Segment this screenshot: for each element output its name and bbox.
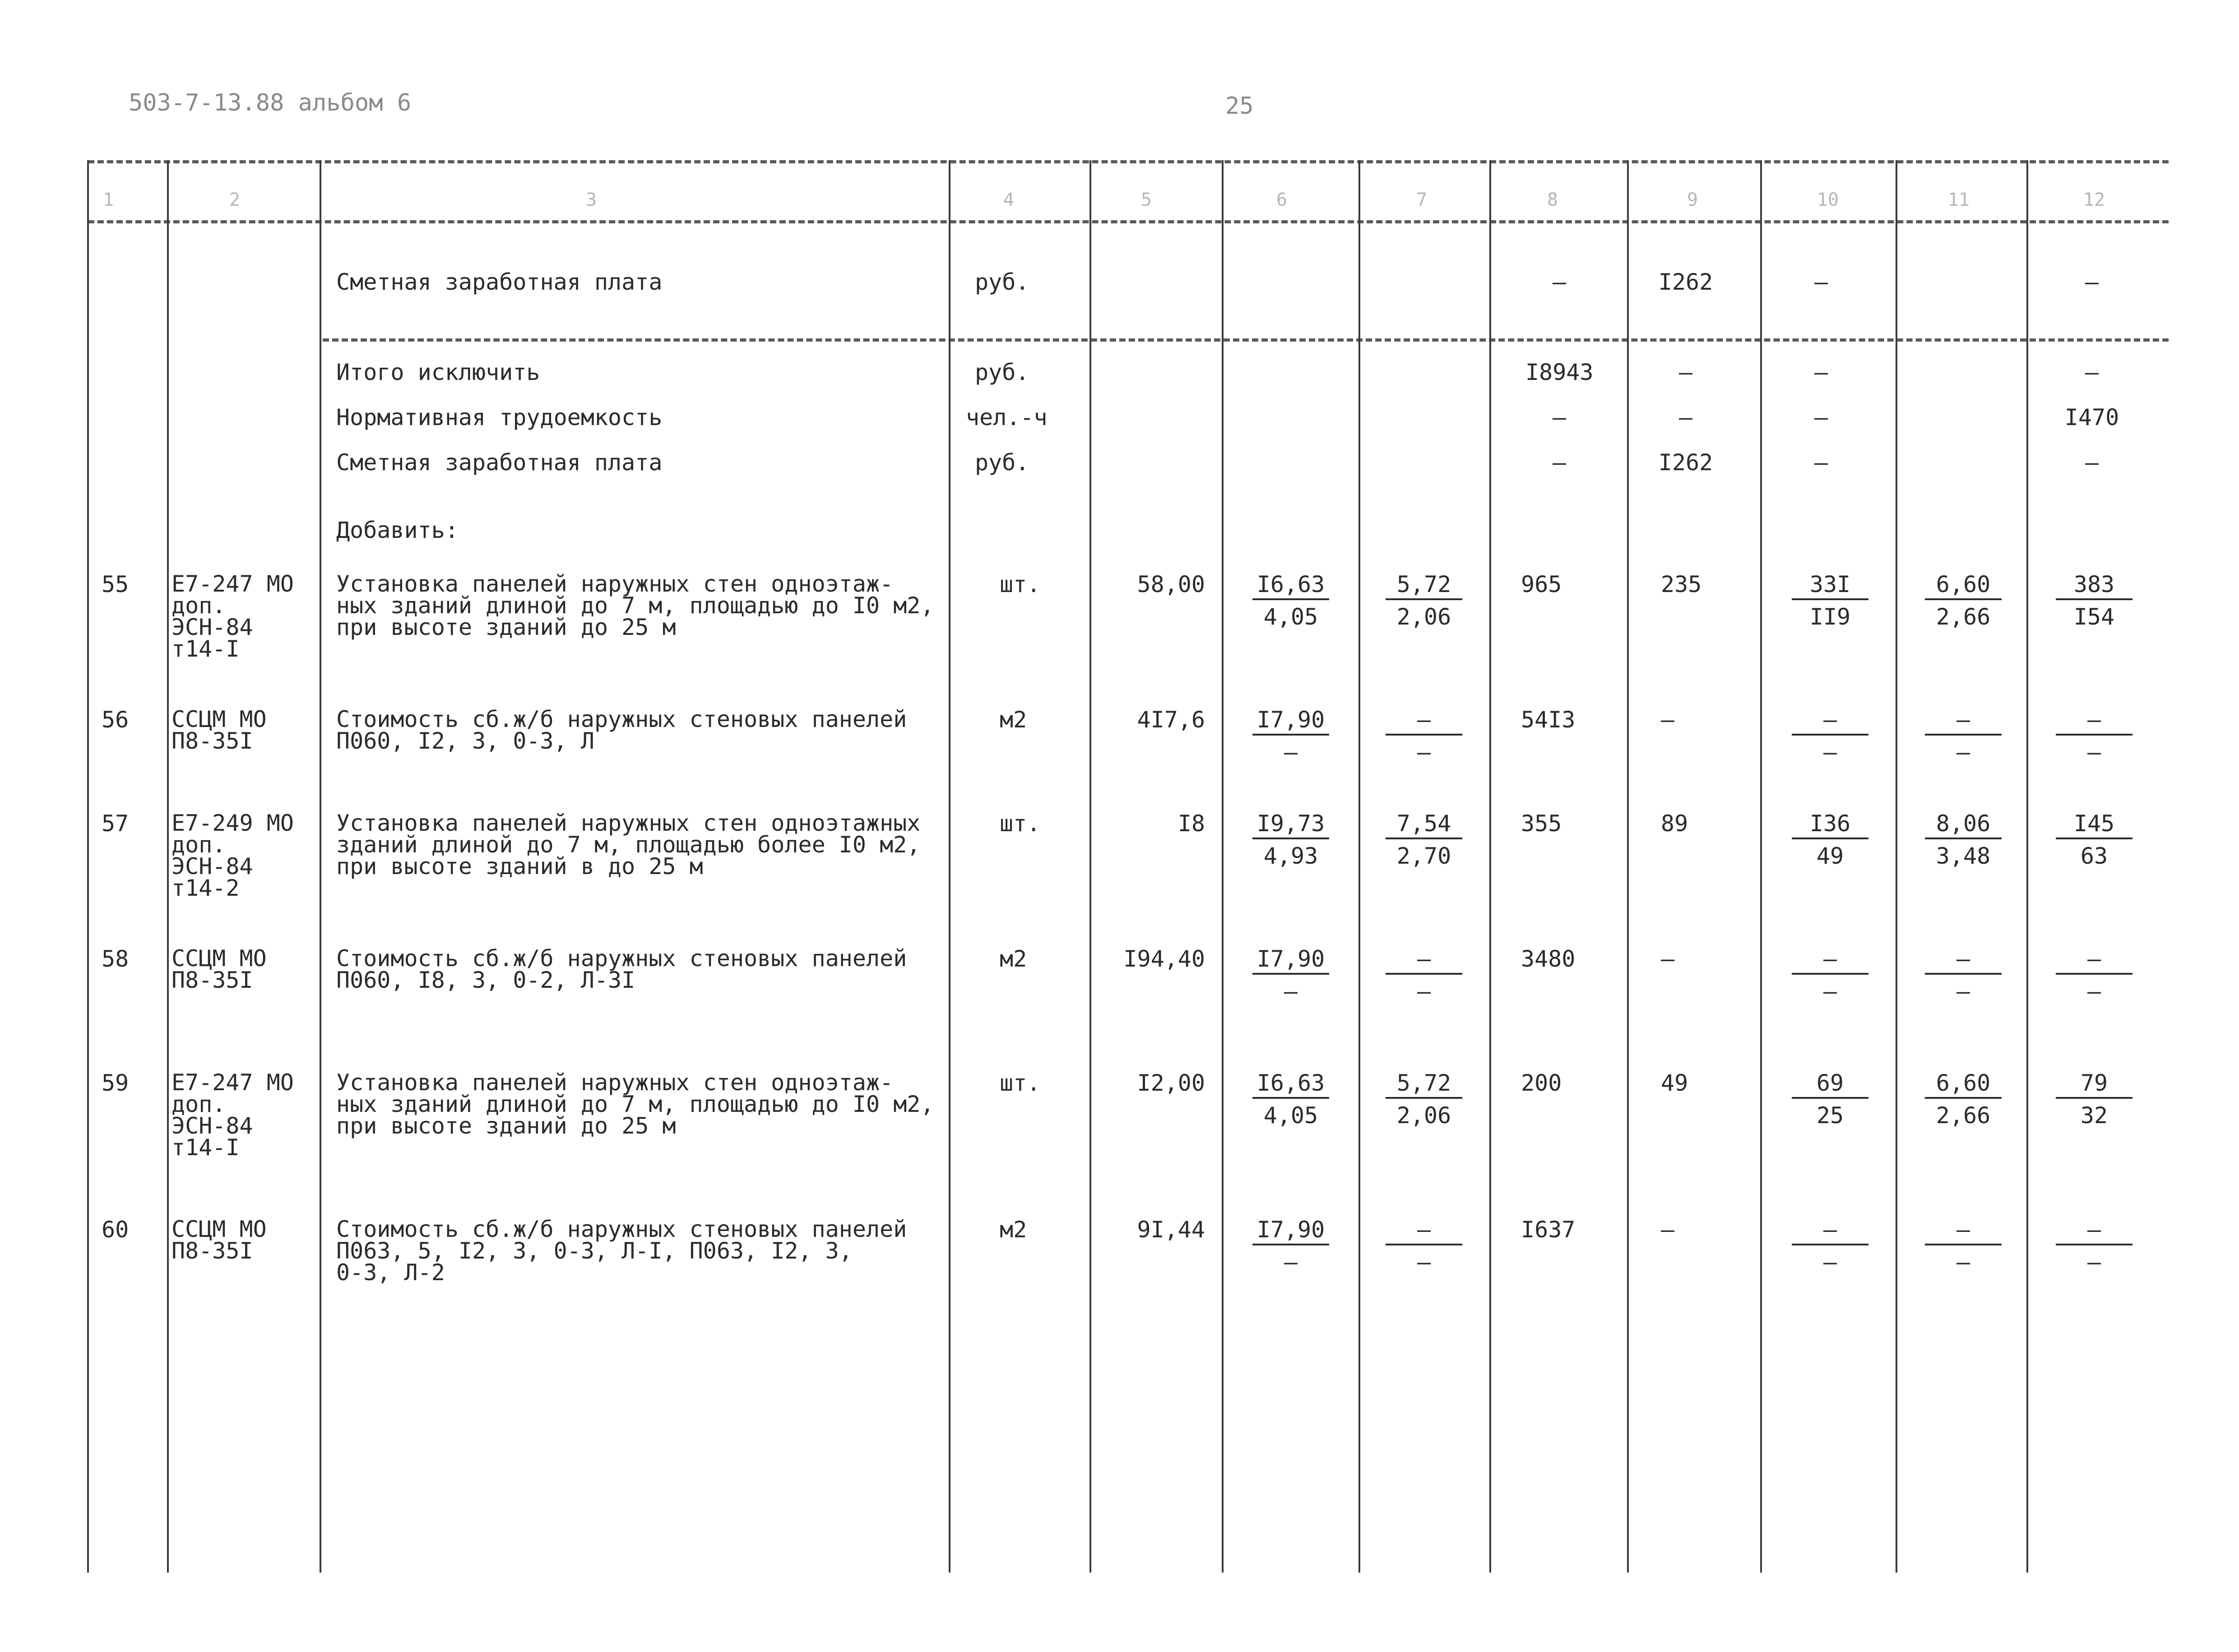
fraction-denominator: – — [2087, 978, 2101, 1004]
fraction-cell-c11 — [1925, 708, 2002, 764]
total-unit: руб. — [975, 359, 1029, 385]
fraction-numerator: I9,73 — [1252, 812, 1329, 839]
work-description-line: ных зданий длиной до 7 м, площадью до I0 м2, — [336, 592, 934, 619]
work-description — [336, 1216, 907, 1286]
fraction-numerator: 7,54 — [1386, 812, 1462, 839]
fraction-denominator: 32 — [2080, 1102, 2108, 1129]
work-description-line: при высоте зданий до 25 м — [336, 1113, 676, 1139]
fraction-numerator: I6,63 — [1252, 1072, 1329, 1099]
summary-label: Сметная заработная плата — [336, 269, 663, 295]
fraction-numerator: 79 — [2056, 1072, 2132, 1099]
header-top-rule — [88, 160, 2169, 163]
total-label: Нормативная трудоемкость — [336, 404, 663, 430]
resource-code-line: ЭСН-84 — [172, 614, 253, 640]
work-description — [336, 1069, 934, 1139]
fraction-denominator: – — [1956, 978, 1970, 1004]
total-unit: руб. — [975, 449, 1029, 476]
column-number: 6 — [1276, 190, 1288, 210]
unit-of-measure: шт. — [1000, 571, 1041, 597]
fraction-numerator: – — [1386, 1218, 1462, 1245]
resource-code — [172, 573, 294, 660]
fraction-numerator: 5,72 — [1386, 573, 1462, 600]
fraction-denominator: – — [1956, 739, 1970, 765]
fraction-cell-c7 — [1386, 708, 1462, 764]
fraction-numerator: 6,60 — [1925, 573, 2002, 600]
resource-code-line: ЭСН-84 — [172, 1113, 253, 1139]
fraction-cell-c7 — [1386, 948, 1462, 1003]
fraction-denominator: 2,06 — [1396, 1102, 1451, 1129]
work-description — [336, 573, 934, 638]
wage-cost: 49 — [1661, 1070, 1688, 1096]
column-border-4 — [949, 160, 950, 1573]
resource-code-line: доп. — [172, 1091, 226, 1117]
total-c12: – — [2085, 359, 2099, 385]
work-description-line: ных зданий длиной до 7 м, площадью до I0 м2, — [336, 1091, 934, 1117]
fraction-cell-c7 — [1386, 812, 1462, 867]
summary-unit: руб. — [975, 269, 1029, 295]
resource-code-line: ССЦМ МО — [172, 706, 267, 732]
resource-code-line: ССЦМ МО — [172, 1216, 267, 1242]
column-number: 1 — [102, 190, 114, 210]
total-c10: – — [1814, 359, 1828, 385]
document-code: 503-7-13.88 альбом 6 — [129, 89, 412, 116]
total-c8: – — [1552, 404, 1567, 430]
resource-code — [172, 708, 267, 752]
column-border-6 — [1222, 160, 1224, 1573]
fraction-denominator: – — [1284, 739, 1298, 765]
work-description-line: Установка панелей наружных стен одноэтаж- — [336, 571, 894, 597]
work-description-line: Стоимость сб.ж/б наружных стеновых панелей — [336, 945, 907, 972]
fraction-denominator: – — [1417, 1249, 1431, 1275]
fraction-numerator: – — [1792, 1218, 1868, 1245]
fraction-numerator: – — [1386, 948, 1462, 975]
fraction-cell-c11 — [1925, 948, 2002, 1003]
fraction-cell-c7 — [1386, 573, 1462, 628]
fraction-cell-c12 — [2056, 1218, 2132, 1273]
total-cost: 355 — [1521, 810, 1562, 837]
fraction-cell-c11 — [1925, 573, 2002, 628]
fraction-denominator: 2,66 — [1936, 604, 1991, 630]
fraction-numerator: – — [2056, 948, 2132, 975]
total-cost: I637 — [1521, 1217, 1576, 1243]
fraction-denominator: 63 — [2080, 843, 2108, 869]
resource-code — [172, 945, 267, 993]
fraction-cell-c6 — [1252, 708, 1329, 764]
fraction-denominator: – — [1823, 739, 1837, 765]
fraction-cell-c10 — [1792, 1218, 1868, 1273]
fraction-cell-c12 — [2056, 948, 2132, 1003]
column-border-2 — [167, 160, 169, 1573]
fraction-cell-c12 — [2056, 573, 2132, 628]
total-cost: 3480 — [1521, 946, 1576, 972]
fraction-numerator: – — [2056, 708, 2132, 736]
work-description-line: при высоте зданий в до 25 м — [336, 853, 703, 879]
row-number: 57 — [102, 810, 129, 837]
fraction-numerator: I45 — [2056, 812, 2132, 839]
column-border-12 — [2026, 160, 2028, 1573]
resource-code — [172, 1218, 267, 1262]
fraction-cell-c12 — [2056, 708, 2132, 764]
fraction-numerator: 69 — [1792, 1072, 1868, 1099]
row-number: 58 — [102, 946, 129, 972]
resource-code-line: E7-247 МО — [172, 1069, 294, 1096]
fraction-cell-c7 — [1386, 1218, 1462, 1273]
fraction-numerator: 8,06 — [1925, 812, 2002, 839]
total-c10: – — [1814, 449, 1828, 476]
summary-c9: I262 — [1658, 269, 1713, 295]
column-number: 2 — [229, 190, 241, 210]
fraction-numerator: I36 — [1792, 812, 1868, 839]
column-border-8 — [1489, 160, 1491, 1573]
fraction-numerator: 33I — [1792, 573, 1868, 600]
fraction-denominator: – — [1284, 1249, 1298, 1275]
total-label: Сметная заработная плата — [336, 449, 663, 476]
total-label: Итого исключить — [336, 359, 540, 385]
fraction-numerator: 6,60 — [1925, 1072, 2002, 1099]
total-cost: 200 — [1521, 1070, 1562, 1096]
work-description-line: П063, 5, I2, 3, 0-3, Л-I, П063, I2, 3, — [336, 1238, 853, 1264]
unit-of-measure: м2 — [1000, 1217, 1027, 1243]
fraction-numerator: I7,90 — [1252, 708, 1329, 736]
fraction-cell-c6 — [1252, 1218, 1329, 1273]
work-description-line: Стоимость сб.ж/б наружных стеновых панелей — [336, 706, 907, 732]
total-cost: 54I3 — [1521, 707, 1576, 733]
fraction-denominator: – — [2087, 739, 2101, 765]
fraction-cell-c7 — [1386, 1072, 1462, 1127]
fraction-denominator: – — [1823, 1249, 1837, 1275]
resource-code-line: т14-I — [172, 1134, 240, 1161]
work-description-line: при высоте зданий до 25 м — [336, 614, 676, 640]
fraction-denominator: – — [1417, 978, 1431, 1004]
total-c12: – — [2085, 449, 2099, 476]
fraction-numerator: – — [1386, 708, 1462, 736]
total-unit: чел.-ч — [966, 404, 1048, 430]
unit-of-measure: шт. — [1000, 1070, 1041, 1096]
total-c8: – — [1552, 449, 1567, 476]
fraction-denominator: – — [1956, 1249, 1970, 1275]
fraction-numerator: – — [1792, 948, 1868, 975]
fraction-cell-c6 — [1252, 573, 1329, 628]
column-border-9 — [1627, 160, 1629, 1573]
work-description — [336, 812, 920, 877]
work-description — [336, 945, 907, 993]
total-c10: – — [1814, 404, 1828, 430]
fraction-cell-c11 — [1925, 1072, 2002, 1127]
row-number: 55 — [102, 571, 129, 597]
row-number: 60 — [102, 1217, 129, 1243]
total-cost: 965 — [1521, 571, 1562, 597]
fraction-numerator: – — [2056, 1218, 2132, 1245]
fraction-denominator: 2,70 — [1396, 843, 1451, 869]
fraction-numerator: 383 — [2056, 573, 2132, 600]
fraction-denominator: 4,93 — [1263, 843, 1318, 869]
summary-c10: – — [1814, 269, 1828, 295]
fraction-numerator: – — [1792, 708, 1868, 736]
summary-c8: – — [1552, 269, 1567, 295]
fraction-denominator: – — [1284, 978, 1298, 1004]
work-description — [336, 708, 907, 752]
fraction-denominator: 2,66 — [1936, 1102, 1991, 1129]
total-c12: I470 — [2064, 404, 2119, 430]
resource-code-line: П8-35I — [172, 1238, 253, 1264]
wage-cost: – — [1661, 946, 1675, 972]
page-number: 25 — [1225, 93, 1254, 120]
fraction-denominator: – — [1417, 739, 1431, 765]
column-border-5 — [1089, 160, 1091, 1573]
fraction-cell-c11 — [1925, 812, 2002, 867]
fraction-cell-c12 — [2056, 812, 2132, 867]
column-number: 10 — [1817, 190, 1839, 210]
fraction-cell-c10 — [1792, 812, 1868, 867]
column-number: 11 — [1947, 190, 1970, 210]
work-description-line: П060, I8, 3, 0-2, Л-3I — [336, 967, 635, 993]
fraction-numerator: I7,90 — [1252, 1218, 1329, 1245]
resource-code-line: т14-2 — [172, 875, 240, 901]
fraction-denominator: – — [2087, 1249, 2101, 1275]
fraction-cell-c10 — [1792, 1072, 1868, 1127]
unit-of-measure: м2 — [1000, 946, 1027, 972]
fraction-numerator: – — [1925, 948, 2002, 975]
work-description-line: Установка панелей наружных стен одноэтаж- — [336, 1069, 894, 1096]
quantity: 9I,44 — [1137, 1217, 1205, 1243]
wage-cost: – — [1661, 707, 1675, 733]
quantity: 4I7,6 — [1137, 707, 1205, 733]
resource-code-line: E7-247 МО — [172, 571, 294, 597]
fraction-cell-c10 — [1792, 708, 1868, 764]
work-description-line: Установка панелей наружных стен одноэтажных — [336, 810, 921, 836]
unit-of-measure: м2 — [1000, 707, 1027, 733]
fraction-denominator: II9 — [1809, 604, 1851, 630]
wage-cost: 89 — [1661, 810, 1688, 837]
work-description-line: П060, I2, 3, 0-3, Л — [336, 728, 594, 754]
resource-code-line: П8-35I — [172, 728, 253, 754]
column-number: 5 — [1140, 190, 1152, 210]
column-number: 8 — [1547, 190, 1558, 210]
resource-code-line: ССЦМ МО — [172, 945, 267, 972]
fraction-denominator: 4,05 — [1263, 604, 1318, 630]
quantity: I2,00 — [1137, 1070, 1205, 1096]
column-number: 7 — [1416, 190, 1428, 210]
fraction-numerator: – — [1925, 1218, 2002, 1245]
resource-code-line: доп. — [172, 832, 226, 858]
column-border-7 — [1358, 160, 1360, 1573]
column-number: 4 — [1003, 190, 1015, 210]
column-border-10 — [1760, 160, 1762, 1573]
resource-code-line: ЭСН-84 — [172, 853, 253, 879]
summary-c12: – — [2085, 269, 2099, 295]
resource-code-line: доп. — [172, 592, 226, 619]
total-c8: I8943 — [1525, 359, 1594, 385]
quantity: I8 — [1177, 810, 1205, 837]
total-c9: – — [1678, 359, 1693, 385]
row-number: 59 — [102, 1070, 129, 1096]
fraction-denominator: 3,48 — [1936, 843, 1991, 869]
column-number: 9 — [1687, 190, 1698, 210]
fraction-numerator: 5,72 — [1386, 1072, 1462, 1099]
wage-cost: 235 — [1661, 571, 1702, 597]
fraction-numerator: I6,63 — [1252, 573, 1329, 600]
work-description-line: Стоимость сб.ж/б наружных стеновых панелей — [336, 1216, 907, 1242]
quantity: 58,00 — [1137, 571, 1205, 597]
resource-code-line: П8-35I — [172, 967, 253, 993]
column-number: 12 — [2083, 190, 2105, 210]
section-divider-rule — [323, 338, 2169, 342]
fraction-cell-c10 — [1792, 573, 1868, 628]
total-c9: – — [1678, 404, 1693, 430]
work-description-line: 0-3, Л-2 — [336, 1259, 445, 1286]
column-number: 3 — [585, 190, 597, 210]
header-bottom-rule — [88, 220, 2169, 223]
resource-code — [172, 812, 294, 899]
resource-code-line: E7-249 МО — [172, 810, 294, 836]
resource-code-line: т14-I — [172, 636, 240, 662]
wage-cost: – — [1661, 1217, 1675, 1243]
fraction-denominator: – — [1823, 978, 1837, 1004]
fraction-numerator: I7,90 — [1252, 948, 1329, 975]
fraction-numerator: – — [1925, 708, 2002, 736]
fraction-denominator: 49 — [1816, 843, 1844, 869]
fraction-cell-c6 — [1252, 1072, 1329, 1127]
fraction-denominator: I54 — [2073, 604, 2115, 630]
add-section-label: Добавить: — [336, 517, 459, 543]
column-border-1 — [87, 160, 89, 1573]
fraction-cell-c6 — [1252, 812, 1329, 867]
column-border-11 — [1896, 160, 1897, 1573]
fraction-cell-c6 — [1252, 948, 1329, 1003]
work-description-line: зданий длиной до 7 м, площадью более I0 м2, — [336, 832, 921, 858]
unit-of-measure: шт. — [1000, 810, 1041, 837]
row-number: 56 — [102, 707, 129, 733]
fraction-denominator: 25 — [1816, 1102, 1844, 1129]
fraction-cell-c10 — [1792, 948, 1868, 1003]
quantity: I94,40 — [1123, 946, 1205, 972]
column-border-3 — [320, 160, 321, 1573]
total-c9: I262 — [1658, 449, 1713, 476]
resource-code — [172, 1069, 294, 1161]
fraction-cell-c11 — [1925, 1218, 2002, 1273]
fraction-cell-c12 — [2056, 1072, 2132, 1127]
fraction-denominator: 4,05 — [1263, 1102, 1318, 1129]
fraction-denominator: 2,06 — [1396, 604, 1451, 630]
